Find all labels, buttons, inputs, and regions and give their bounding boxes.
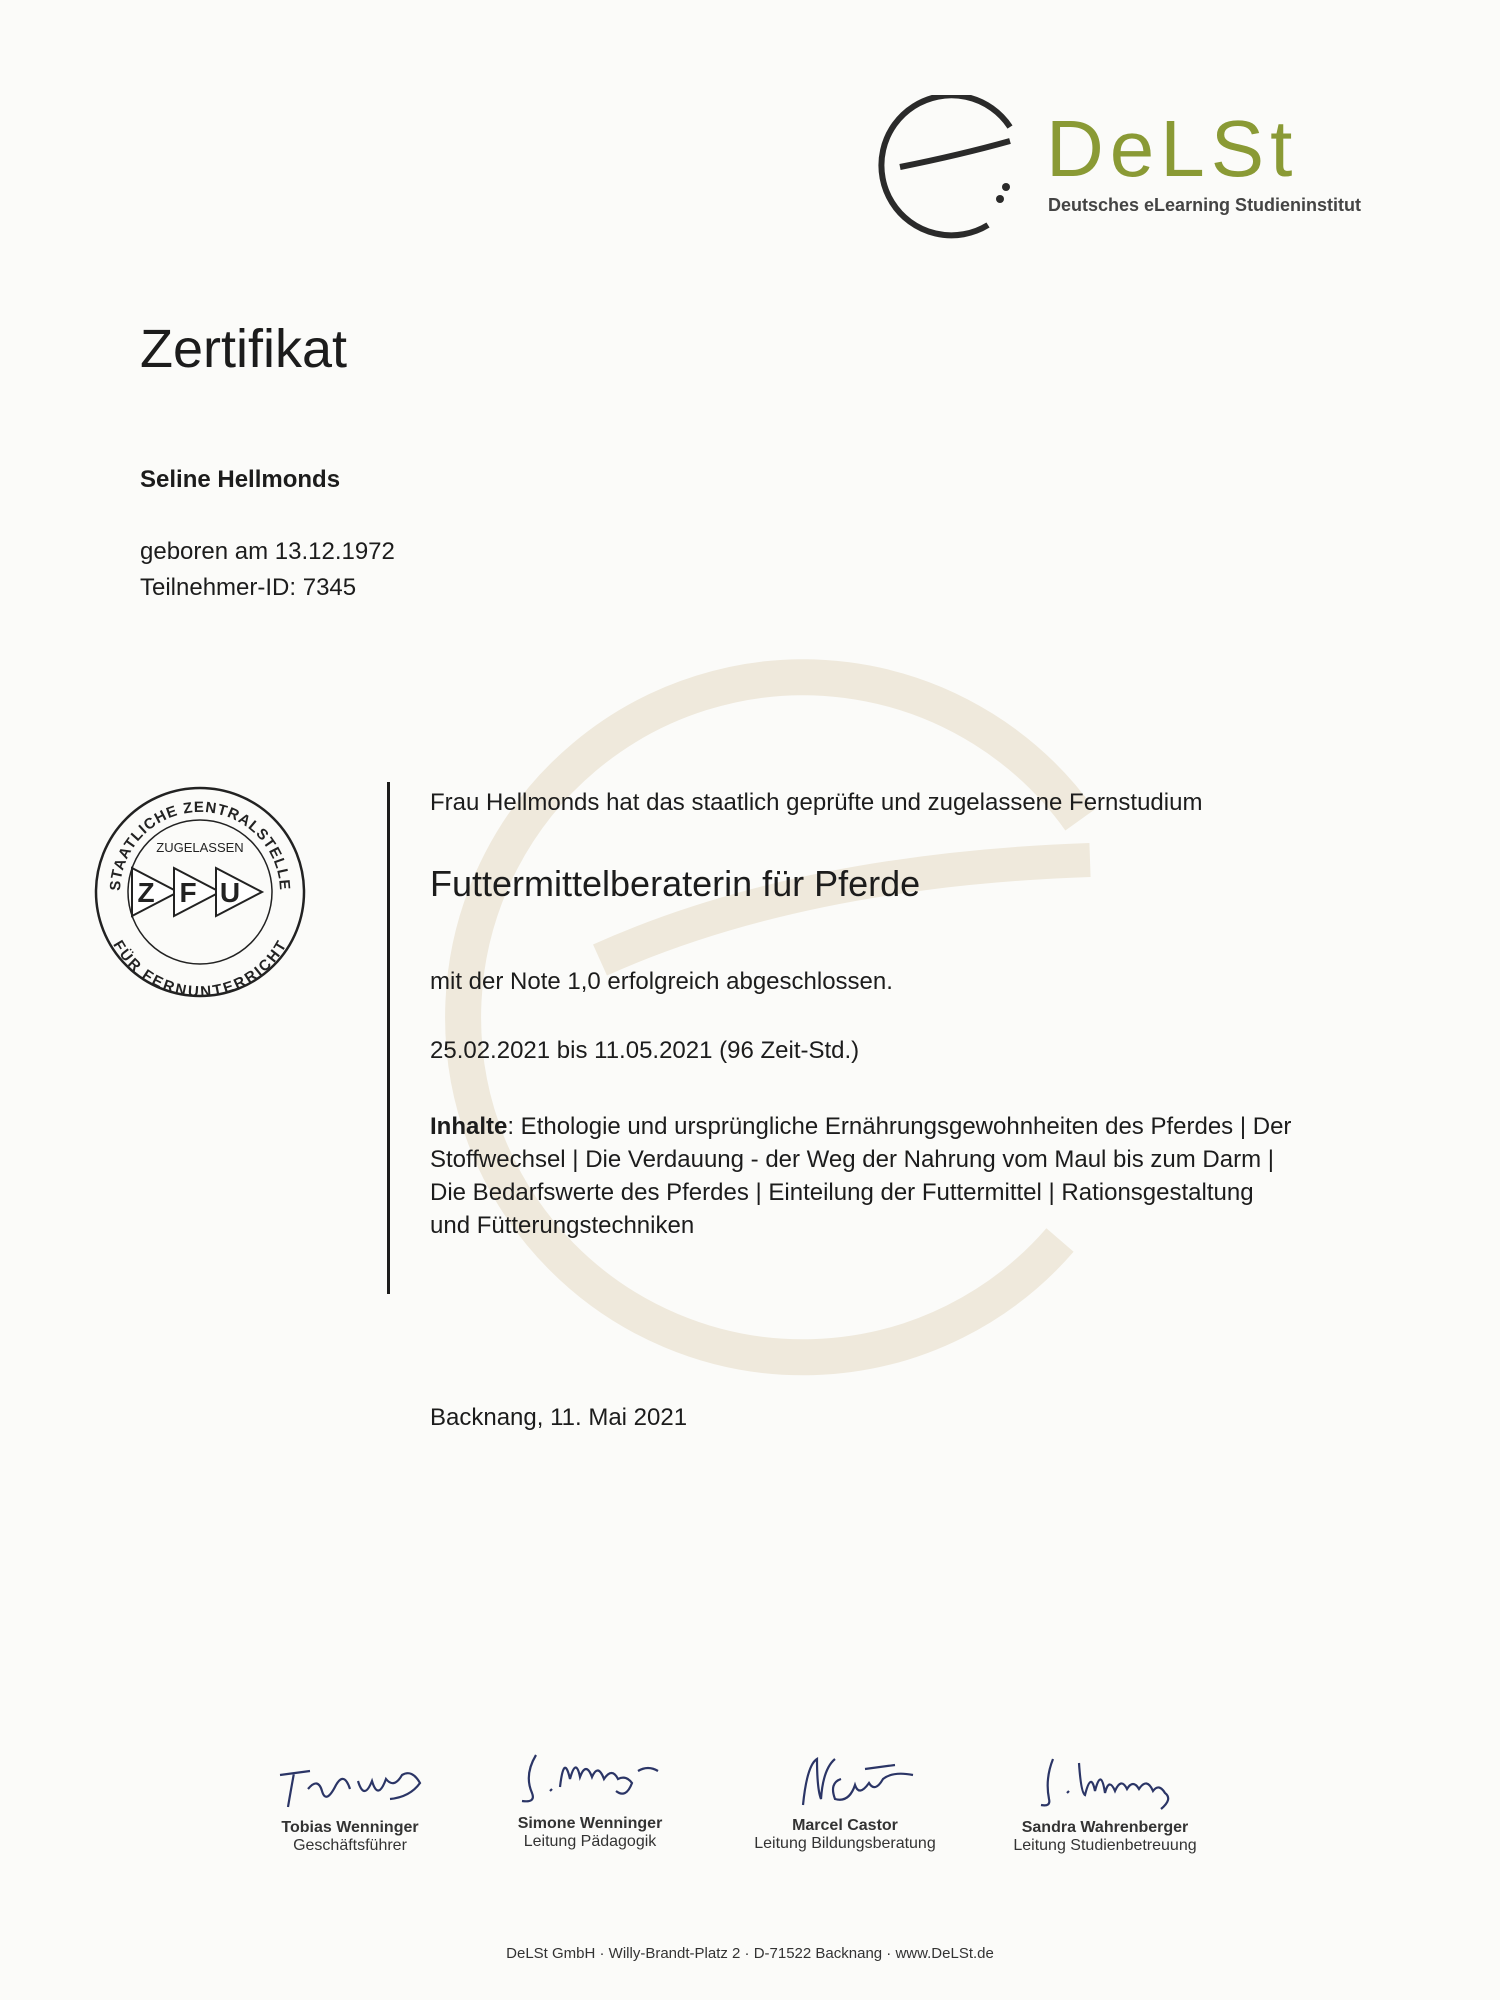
e-logo-icon xyxy=(860,95,1040,255)
seal-middle-text: ZUGELASSEN xyxy=(156,840,244,855)
seal-bottom-text: FÜR FERNUNTERRICHT xyxy=(109,937,291,1000)
signer-name: Tobias Wenninger xyxy=(281,1819,419,1836)
signer-name: Simone Wenninger xyxy=(517,1815,663,1832)
participant-id: Teilnehmer-ID: 7345 xyxy=(140,574,357,601)
svg-text:FÜR FERNUNTERRICHT xyxy=(109,937,290,1000)
signer-name: Sandra Wahrenberger xyxy=(1021,1819,1189,1836)
signer-name: Marcel Castor xyxy=(792,1817,898,1834)
signer-role: Leitung Studienbetreuung xyxy=(1013,1837,1197,1854)
signature-1 xyxy=(230,1755,470,1855)
recipient-name: Seline Hellmonds xyxy=(140,466,341,493)
signature-3 xyxy=(725,1749,965,1853)
handwritten-signature xyxy=(1005,1751,1205,1815)
birth-date: geboren am 13.12.1972 xyxy=(140,538,395,565)
contents-text: : Ethologie und ursprüngliche Ernährungsgewohnheiten des Pferdes | Der Stoffwechsel | Die Verdauung - der Weg der Nahrung vom Maul bis zum Darm | Die Bedarfswerte des Pferdes | Einteilung der Futtermittel | Rationsgestaltung und Fütterungstechniken xyxy=(430,1113,1292,1239)
signature-2 xyxy=(470,1747,710,1851)
handwritten-signature xyxy=(490,1747,690,1811)
delst-logo xyxy=(860,95,1400,255)
grade-text: mit der Note 1,0 erfolgreich abgeschlossen. xyxy=(430,968,893,995)
certificate-title: Zertifikat xyxy=(140,319,348,379)
signer-role: Leitung Pädagogik xyxy=(523,1833,657,1850)
logo-name: DeLSt xyxy=(1046,104,1299,193)
seal-letter-z: Z xyxy=(137,877,155,908)
divider-line xyxy=(387,782,390,1294)
seal-letter-u: U xyxy=(219,877,241,908)
signature-4 xyxy=(985,1751,1225,1855)
signer-role: Geschäftsführer xyxy=(293,1837,407,1854)
place-date: Backnang, 11. Mai 2021 xyxy=(430,1404,688,1431)
intro-text: Frau Hellmonds hat das staatlich geprüfte und zugelassene Fernstudium xyxy=(430,789,1203,816)
signer-role: Leitung Bildungsberatung xyxy=(754,1835,936,1852)
signature-block xyxy=(230,1755,1230,1895)
footer-address: DeLSt GmbH · Willy-Brandt-Platz 2 · D-71522 Backnang · www.DeLSt.de xyxy=(506,1945,994,1962)
period-text: 25.02.2021 bis 11.05.2021 (96 Zeit-Std.) xyxy=(430,1037,860,1064)
seal-letter-f: F xyxy=(179,877,197,908)
handwritten-signature xyxy=(250,1755,450,1815)
logo-subtitle: Deutsches eLearning Studieninstitut xyxy=(1048,195,1362,215)
zfu-seal xyxy=(90,780,310,1000)
course-title: Futtermittelberaterin für Pferde xyxy=(430,863,921,904)
handwritten-signature xyxy=(745,1749,945,1813)
seal-top-text: STAATLICHE ZENTRALSTELLE xyxy=(106,798,294,892)
contents-label: Inhalte xyxy=(430,1113,508,1140)
contents-paragraph xyxy=(430,1110,1300,1242)
